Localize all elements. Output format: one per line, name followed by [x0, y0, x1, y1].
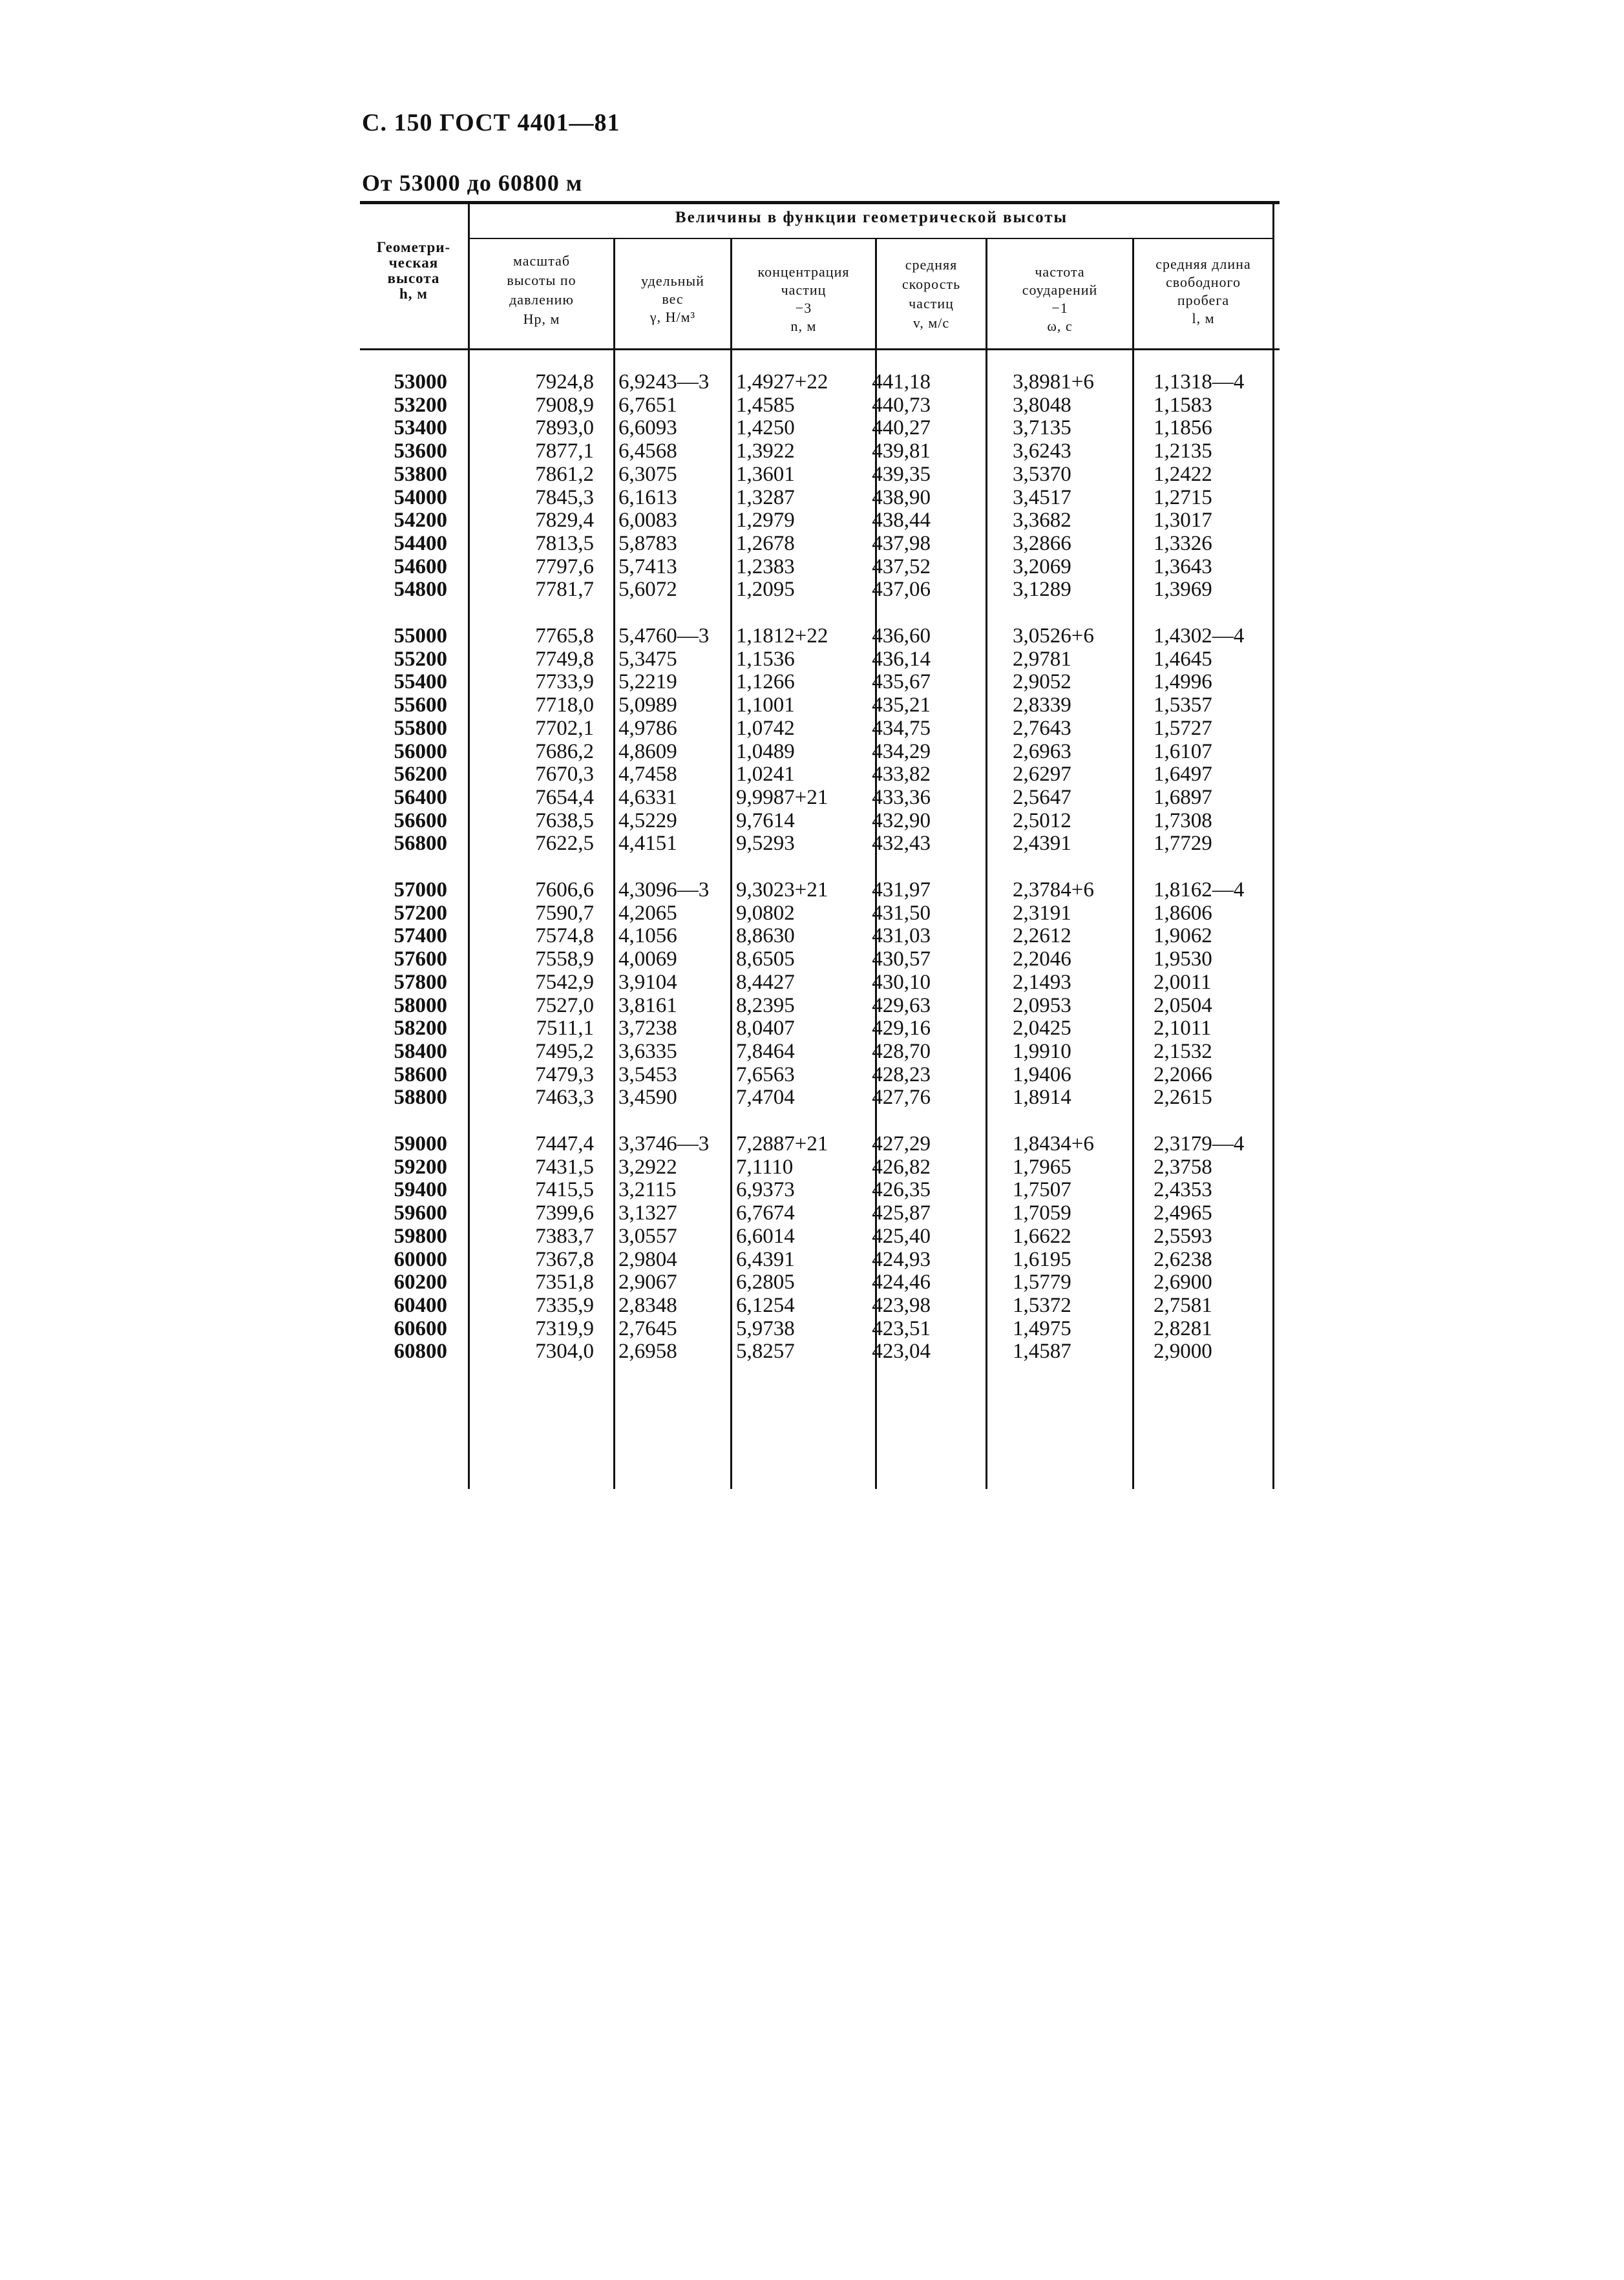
cell-n: 1,3601 [736, 462, 795, 486]
cell-hp: 7861,2 [535, 462, 594, 486]
cell-gamma: 3,0557 [618, 1224, 677, 1248]
cell-v: 433,82 [872, 763, 931, 786]
cell-w: 3,8048 [1013, 393, 1071, 417]
cell-hp: 7765,8 [535, 624, 594, 648]
cell-h: 53600 [394, 439, 447, 463]
cell-gamma: 4,1056 [618, 924, 677, 948]
cell-hp: 7638,5 [535, 808, 594, 832]
cell-l: 1,3643 [1154, 554, 1212, 578]
col-header-w: частота соударений −1 ω, с [1022, 264, 1098, 334]
cell-hp: 7431,5 [535, 1155, 594, 1179]
cell-v: 440,73 [872, 393, 931, 417]
cell-n: 8,2395 [736, 993, 795, 1017]
cell-l: 1,9530 [1154, 947, 1212, 971]
cell-l: 2,7581 [1154, 1293, 1212, 1317]
cell-hp: 7367,8 [535, 1247, 594, 1271]
cell-n: 9,0802 [736, 901, 795, 925]
cell-n: 8,0407 [736, 1017, 795, 1040]
cell-n: 1,0241 [736, 763, 795, 786]
cell-w: 2,5012 [1013, 808, 1071, 832]
cell-v: 437,06 [872, 578, 931, 602]
cell-gamma: 4,6331 [618, 785, 677, 809]
cell-w: 1,7965 [1013, 1155, 1071, 1179]
cell-h: 56800 [394, 832, 447, 856]
cell-v: 428,23 [872, 1062, 931, 1086]
cell-gamma: 4,8609 [618, 739, 677, 763]
cell-n: 8,4427 [736, 970, 795, 994]
cell-hp: 7383,7 [535, 1224, 594, 1248]
group-header-rule [470, 238, 1273, 239]
cell-gamma: 4,0069 [618, 947, 677, 971]
cell-n: 7,6563 [736, 1062, 795, 1086]
cell-h: 56600 [394, 808, 447, 832]
cell-hp: 7877,1 [535, 439, 594, 463]
cell-n: 8,8630 [736, 924, 795, 948]
range-title: От 53000 до 60800 м [362, 170, 583, 196]
cell-h: 53000 [394, 370, 447, 394]
cell-l: 1,2135 [1154, 439, 1212, 463]
cell-h: 58800 [394, 1086, 447, 1110]
cell-w: 2,0425 [1013, 1017, 1071, 1040]
cell-hp: 7319,9 [535, 1316, 594, 1340]
cell-v: 432,90 [872, 808, 931, 832]
cell-h: 57400 [394, 924, 447, 948]
cell-v: 432,43 [872, 832, 931, 856]
col-header-l: средняя длина свободного пробега l, м [1155, 256, 1251, 326]
col-rule-2 [613, 238, 615, 1489]
cell-n: 5,8257 [736, 1340, 795, 1364]
cell-l: 1,1856 [1154, 416, 1212, 440]
cell-hp: 7495,2 [535, 1039, 594, 1063]
cell-h: 55200 [394, 647, 447, 671]
cell-hp: 7702,1 [535, 716, 594, 740]
cell-l: 2,6900 [1154, 1271, 1212, 1294]
cell-gamma: 6,4568 [618, 439, 677, 463]
cell-n: 1,2383 [736, 554, 795, 578]
cell-hp: 7590,7 [535, 901, 594, 925]
cell-h: 54000 [394, 485, 447, 509]
cell-n: 1,4250 [736, 416, 795, 440]
cell-v: 424,93 [872, 1247, 931, 1271]
cell-hp: 7924,8 [535, 370, 594, 394]
cell-w: 3,4517 [1013, 485, 1071, 509]
cell-v: 429,16 [872, 1017, 931, 1040]
cell-w: 3,0526+6 [1013, 624, 1094, 648]
cell-v: 431,03 [872, 924, 931, 948]
cell-hp: 7415,5 [535, 1178, 594, 1202]
cell-v: 426,35 [872, 1178, 931, 1202]
cell-h: 57000 [394, 878, 447, 902]
cell-gamma: 3,3746—3 [618, 1132, 710, 1156]
cell-h: 58600 [394, 1062, 447, 1086]
cell-v: 436,14 [872, 647, 931, 671]
cell-gamma: 5,4760—3 [618, 624, 710, 648]
col-rule-7 [1272, 201, 1274, 1489]
cell-n: 6,6014 [736, 1224, 795, 1248]
cell-w: 1,7507 [1013, 1178, 1071, 1202]
cell-n: 1,1266 [736, 670, 795, 694]
col-header-gamma: удельный вес γ, Н/м³ [641, 273, 704, 325]
cell-h: 59200 [394, 1155, 447, 1179]
cell-n: 9,7614 [736, 808, 795, 832]
cell-gamma: 2,6958 [618, 1340, 677, 1364]
cell-w: 3,6243 [1013, 439, 1071, 463]
cell-hp: 7749,8 [535, 647, 594, 671]
cell-l: 1,9062 [1154, 924, 1212, 948]
cell-n: 1,2979 [736, 509, 795, 533]
cell-w: 1,6195 [1013, 1247, 1071, 1271]
cell-v: 427,76 [872, 1086, 931, 1110]
cell-l: 1,4645 [1154, 647, 1212, 671]
cell-hp: 7542,9 [535, 970, 594, 994]
cell-w: 2,4391 [1013, 832, 1071, 856]
cell-l: 1,6897 [1154, 785, 1212, 809]
cell-w: 3,8981+6 [1013, 370, 1094, 394]
cell-gamma: 6,1613 [618, 485, 677, 509]
cell-gamma: 4,2065 [618, 901, 677, 925]
cell-hp: 7797,6 [535, 554, 594, 578]
cell-l: 2,1011 [1154, 1017, 1212, 1040]
cell-l: 1,2422 [1154, 462, 1212, 486]
col-header-h: Геометри- ческая высота h, м [376, 239, 451, 302]
cell-gamma: 6,9243—3 [618, 370, 710, 394]
cell-h: 59600 [394, 1201, 447, 1225]
cell-n: 1,1001 [736, 693, 795, 717]
cell-n: 5,9738 [736, 1316, 795, 1340]
cell-w: 2,7643 [1013, 716, 1071, 740]
cell-h: 55600 [394, 693, 447, 717]
cell-v: 423,04 [872, 1340, 931, 1364]
cell-h: 57600 [394, 947, 447, 971]
cell-v: 430,10 [872, 970, 931, 994]
cell-l: 1,5727 [1154, 716, 1212, 740]
cell-l: 1,1583 [1154, 393, 1212, 417]
cell-hp: 7908,9 [535, 393, 594, 417]
cell-l: 1,5357 [1154, 693, 1212, 717]
cell-hp: 7304,0 [535, 1340, 594, 1364]
cell-v: 437,98 [872, 531, 931, 555]
cell-l: 1,6497 [1154, 763, 1212, 786]
header-bottom-rule [360, 348, 1280, 350]
cell-n: 1,0489 [736, 739, 795, 763]
cell-h: 58400 [394, 1039, 447, 1063]
cell-h: 53200 [394, 393, 447, 417]
cell-w: 1,7059 [1013, 1201, 1071, 1225]
cell-hp: 7351,8 [535, 1271, 594, 1294]
cell-l: 2,0011 [1154, 970, 1212, 994]
cell-w: 2,3191 [1013, 901, 1071, 925]
cell-w: 1,9910 [1013, 1039, 1071, 1063]
cell-w: 2,2612 [1013, 924, 1071, 948]
cell-w: 2,6963 [1013, 739, 1071, 763]
col-rule-3 [730, 238, 732, 1489]
cell-n: 7,4704 [736, 1086, 795, 1110]
col-header-n: концентрация частиц −3 n, м [757, 264, 850, 334]
cell-hp: 7829,4 [535, 509, 594, 533]
cell-n: 8,6505 [736, 947, 795, 971]
cell-gamma: 6,7651 [618, 393, 677, 417]
cell-gamma: 2,8348 [618, 1293, 677, 1317]
cell-w: 3,2866 [1013, 531, 1071, 555]
cell-l: 1,7729 [1154, 832, 1212, 856]
cell-w: 2,0953 [1013, 993, 1071, 1017]
cell-w: 2,5647 [1013, 785, 1071, 809]
cell-gamma: 2,7645 [618, 1316, 677, 1340]
cell-l: 2,3179—4 [1154, 1132, 1245, 1156]
cell-h: 59000 [394, 1132, 447, 1156]
cell-n: 6,4391 [736, 1247, 795, 1271]
cell-h: 60800 [394, 1340, 447, 1364]
cell-h: 53800 [394, 462, 447, 486]
cell-gamma: 5,8783 [618, 531, 677, 555]
cell-hp: 7527,0 [535, 993, 594, 1017]
cell-l: 1,4996 [1154, 670, 1212, 694]
cell-gamma: 3,6335 [618, 1039, 677, 1063]
col-header-hp: масштаб высоты по давлению Hp, м [507, 253, 576, 327]
cell-l: 1,3326 [1154, 531, 1212, 555]
cell-v: 434,29 [872, 739, 931, 763]
cell-l: 2,1532 [1154, 1039, 1212, 1063]
cell-gamma: 2,9067 [618, 1271, 677, 1294]
cell-hp: 7622,5 [535, 832, 594, 856]
cell-hp: 7893,0 [535, 416, 594, 440]
cell-w: 2,3784+6 [1013, 878, 1094, 902]
cell-gamma: 6,3075 [618, 462, 677, 486]
cell-l: 1,7308 [1154, 808, 1212, 832]
cell-v: 439,35 [872, 462, 931, 486]
cell-n: 6,1254 [736, 1293, 795, 1317]
cell-gamma: 3,2922 [618, 1155, 677, 1179]
cell-hp: 7654,4 [535, 785, 594, 809]
cell-v: 428,70 [872, 1039, 931, 1063]
cell-hp: 7463,3 [535, 1086, 594, 1110]
cell-h: 55000 [394, 624, 447, 648]
cell-v: 434,75 [872, 716, 931, 740]
cell-n: 6,9373 [736, 1178, 795, 1202]
cell-l: 1,8606 [1154, 901, 1212, 925]
cell-gamma: 3,2115 [618, 1178, 677, 1202]
cell-hp: 7399,6 [535, 1201, 594, 1225]
cell-v: 433,36 [872, 785, 931, 809]
cell-n: 1,2095 [736, 578, 795, 602]
cell-h: 57800 [394, 970, 447, 994]
cell-gamma: 4,9786 [618, 716, 677, 740]
cell-hp: 7718,0 [535, 693, 594, 717]
cell-h: 58000 [394, 993, 447, 1017]
cell-h: 60600 [394, 1316, 447, 1340]
cell-n: 9,9987+21 [736, 785, 828, 809]
cell-v: 424,46 [872, 1271, 931, 1294]
cell-w: 3,1289 [1013, 578, 1071, 602]
col-rule-6 [1132, 238, 1134, 1489]
cell-w: 1,5779 [1013, 1271, 1071, 1294]
cell-n: 7,8464 [736, 1039, 795, 1063]
col-rule-5 [986, 238, 987, 1489]
cell-w: 2,2046 [1013, 947, 1071, 971]
cell-v: 438,44 [872, 509, 931, 533]
cell-w: 3,5370 [1013, 462, 1071, 486]
cell-v: 429,63 [872, 993, 931, 1017]
cell-l: 2,9000 [1154, 1340, 1212, 1364]
cell-w: 1,4587 [1013, 1340, 1071, 1364]
cell-n: 1,3922 [736, 439, 795, 463]
cell-gamma: 3,5453 [618, 1062, 677, 1086]
cell-l: 1,6107 [1154, 739, 1212, 763]
cell-v: 425,40 [872, 1224, 931, 1248]
cell-w: 2,1493 [1013, 970, 1071, 994]
cell-v: 439,81 [872, 439, 931, 463]
cell-w: 1,5372 [1013, 1293, 1071, 1317]
cell-l: 1,4302—4 [1154, 624, 1245, 648]
cell-l: 2,4965 [1154, 1201, 1212, 1225]
cell-l: 2,4353 [1154, 1178, 1212, 1202]
cell-h: 58200 [394, 1017, 447, 1040]
cell-l: 2,0504 [1154, 993, 1212, 1017]
cell-hp: 7558,9 [535, 947, 594, 971]
cell-v: 441,18 [872, 370, 931, 394]
cell-gamma: 5,7413 [618, 554, 677, 578]
cell-w: 1,6622 [1013, 1224, 1071, 1248]
cell-h: 54600 [394, 554, 447, 578]
cell-l: 1,1318—4 [1154, 370, 1245, 394]
cell-l: 1,2715 [1154, 485, 1212, 509]
cell-h: 55800 [394, 716, 447, 740]
cell-gamma: 3,8161 [618, 993, 677, 1017]
cell-gamma: 5,0989 [618, 693, 677, 717]
cell-l: 2,5593 [1154, 1224, 1212, 1248]
cell-v: 431,97 [872, 878, 931, 902]
cell-w: 3,3682 [1013, 509, 1071, 533]
cell-v: 425,87 [872, 1201, 931, 1225]
cell-w: 3,7135 [1013, 416, 1071, 440]
cell-n: 1,0742 [736, 716, 795, 740]
cell-n: 1,1812+22 [736, 624, 828, 648]
cell-n: 1,1536 [736, 647, 795, 671]
cell-n: 9,3023+21 [736, 878, 828, 902]
cell-v: 426,82 [872, 1155, 931, 1179]
cell-l: 2,2615 [1154, 1086, 1212, 1110]
cell-gamma: 4,3096—3 [618, 878, 710, 902]
cell-gamma: 5,2219 [618, 670, 677, 694]
atmosphere-table [360, 201, 1280, 1489]
cell-h: 56400 [394, 785, 447, 809]
cell-h: 57200 [394, 901, 447, 925]
cell-v: 423,98 [872, 1293, 931, 1317]
cell-hp: 7781,7 [535, 578, 594, 602]
cell-w: 3,2069 [1013, 554, 1071, 578]
cell-l: 2,6238 [1154, 1247, 1212, 1271]
cell-w: 2,6297 [1013, 763, 1071, 786]
cell-v: 431,50 [872, 901, 931, 925]
cell-h: 60200 [394, 1271, 447, 1294]
cell-w: 1,8434+6 [1013, 1132, 1094, 1156]
cell-hp: 7686,2 [535, 739, 594, 763]
cell-w: 2,8339 [1013, 693, 1071, 717]
cell-v: 427,29 [872, 1132, 931, 1156]
cell-v: 440,27 [872, 416, 931, 440]
cell-l: 1,8162—4 [1154, 878, 1245, 902]
cell-hp: 7606,6 [535, 878, 594, 902]
cell-h: 60400 [394, 1293, 447, 1317]
cell-w: 1,4975 [1013, 1316, 1071, 1340]
cell-l: 2,8281 [1154, 1316, 1212, 1340]
cell-n: 1,3287 [736, 485, 795, 509]
cell-gamma: 6,6093 [618, 416, 677, 440]
cell-h: 55400 [394, 670, 447, 694]
cell-gamma: 5,3475 [618, 647, 677, 671]
cell-v: 437,52 [872, 554, 931, 578]
cell-h: 54400 [394, 531, 447, 555]
cell-hp: 7845,3 [535, 485, 594, 509]
cell-h: 59400 [394, 1178, 447, 1202]
cell-v: 438,90 [872, 485, 931, 509]
cell-v: 436,60 [872, 624, 931, 648]
cell-h: 56200 [394, 763, 447, 786]
cell-h: 54200 [394, 509, 447, 533]
cell-gamma: 4,7458 [618, 763, 677, 786]
cell-l: 1,3969 [1154, 578, 1212, 602]
cell-h: 54800 [394, 578, 447, 602]
cell-n: 7,2887+21 [736, 1132, 828, 1156]
cell-gamma: 5,6072 [618, 578, 677, 602]
cell-hp: 7670,3 [535, 763, 594, 786]
cell-w: 1,8914 [1013, 1086, 1071, 1110]
cell-v: 423,51 [872, 1316, 931, 1340]
cell-n: 9,5293 [736, 832, 795, 856]
col-header-v: средняя скорость частиц v, м/с [902, 257, 961, 331]
cell-n: 1,2678 [736, 531, 795, 555]
cell-n: 1,4927+22 [736, 370, 828, 394]
cell-gamma: 4,5229 [618, 808, 677, 832]
cell-l: 2,2066 [1154, 1062, 1212, 1086]
cell-n: 6,2805 [736, 1271, 795, 1294]
cell-v: 430,57 [872, 947, 931, 971]
table-top-rule [360, 201, 1280, 204]
cell-gamma: 6,0083 [618, 509, 677, 533]
cell-n: 1,4585 [736, 393, 795, 417]
cell-hp: 7511,1 [536, 1017, 594, 1040]
cell-hp: 7733,9 [535, 670, 594, 694]
cell-w: 2,9052 [1013, 670, 1071, 694]
cell-v: 435,67 [872, 670, 931, 694]
cell-gamma: 2,9804 [618, 1247, 677, 1271]
cell-v: 435,21 [872, 693, 931, 717]
cell-h: 60000 [394, 1247, 447, 1271]
cell-hp: 7335,9 [535, 1293, 594, 1317]
cell-gamma: 4,4151 [618, 832, 677, 856]
cell-n: 6,7674 [736, 1201, 795, 1225]
cell-gamma: 3,1327 [618, 1201, 677, 1225]
cell-hp: 7447,4 [535, 1132, 594, 1156]
cell-h: 56000 [394, 739, 447, 763]
cell-hp: 7813,5 [535, 531, 594, 555]
cell-h: 53400 [394, 416, 447, 440]
cell-hp: 7574,8 [535, 924, 594, 948]
cell-h: 59800 [394, 1224, 447, 1248]
group-header: Величины в функции геометрической высоты [675, 209, 1068, 226]
cell-l: 2,3758 [1154, 1155, 1212, 1179]
cell-n: 7,1110 [736, 1155, 794, 1179]
cell-gamma: 3,7238 [618, 1017, 677, 1040]
cell-w: 1,9406 [1013, 1062, 1071, 1086]
page-header: С. 150 ГОСТ 4401—81 [362, 109, 620, 136]
cell-hp: 7479,3 [535, 1062, 594, 1086]
cell-gamma: 3,9104 [618, 970, 677, 994]
cell-l: 1,3017 [1154, 509, 1212, 533]
cell-w: 2,9781 [1013, 647, 1071, 671]
cell-gamma: 3,4590 [618, 1086, 677, 1110]
